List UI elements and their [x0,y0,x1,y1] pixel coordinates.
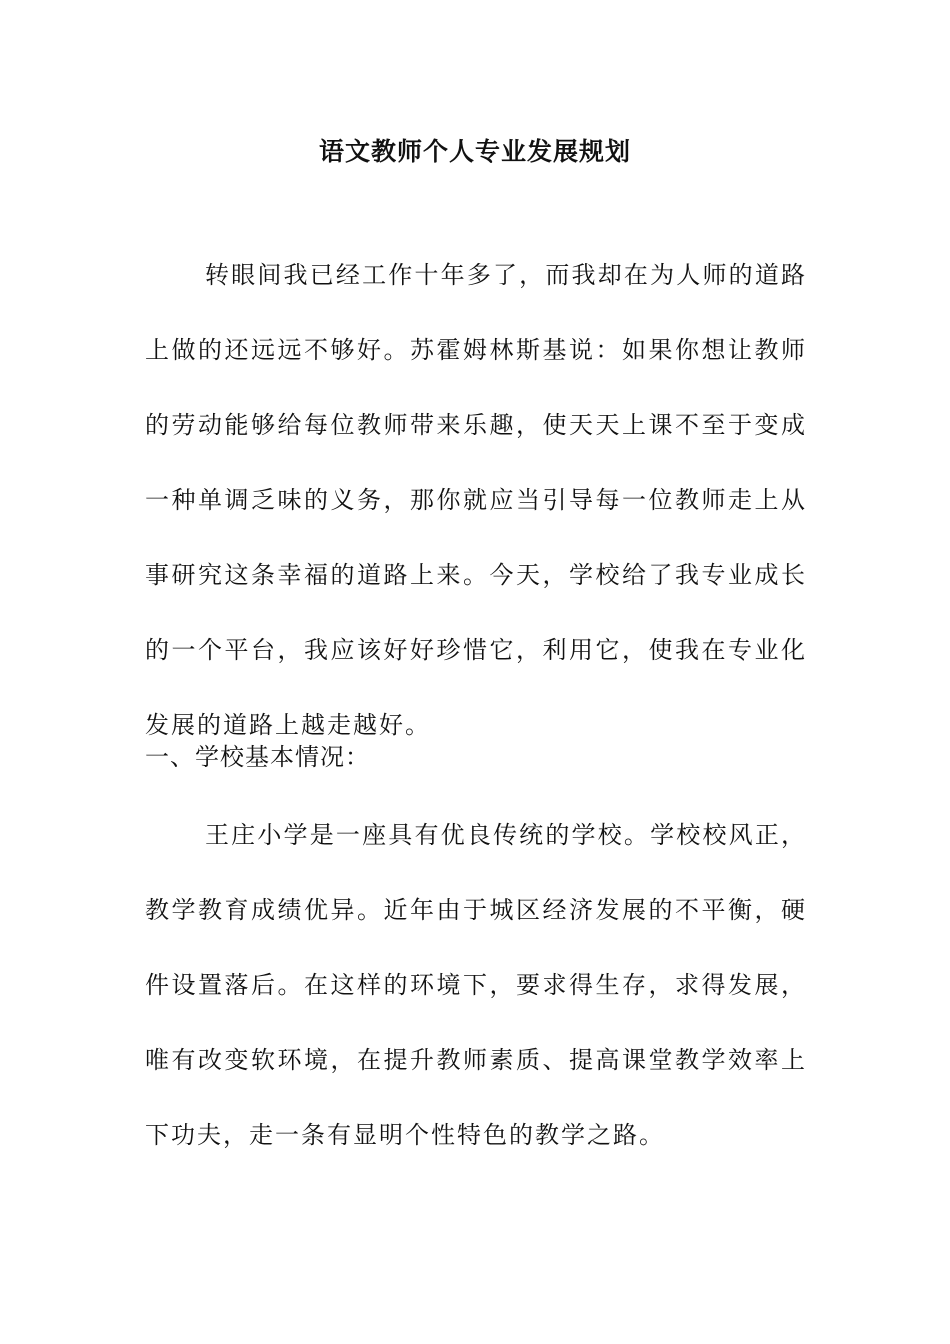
intro-paragraph: 转眼间我已经工作十年多了，而我却在为人师的道路上做的还远远不够好。苏霍姆林斯基说：如果你想让教师的劳动能够给每位教师带来乐趣，使天天上课不至于变成一种单调乏味的义务，那你就应当引导每一位教师走上从事研究这条幸福的道路上来。今天，学校给了我专业成长的一个平台，我应该好好珍惜它，利用它，使我在专业化发展的道路上越走越好。 [145,261,807,739]
document-title: 语文教师个人专业发展规划 [318,137,631,166]
section-heading-school-basics: 一、学校基本情况： [145,743,370,771]
school-basics-paragraph: 王庄小学是一座具有优良传统的学校。学校校风正，教学教育成绩优异。近年由于城区经济发展的不平衡，硬件设置落后。在这样的环境下，要求得生存，求得发展，唯有改变软环境，在提升教师素质、提高课堂教学效率上下功夫，走一条有显明个性特色的教学之路。 [145,821,807,1149]
